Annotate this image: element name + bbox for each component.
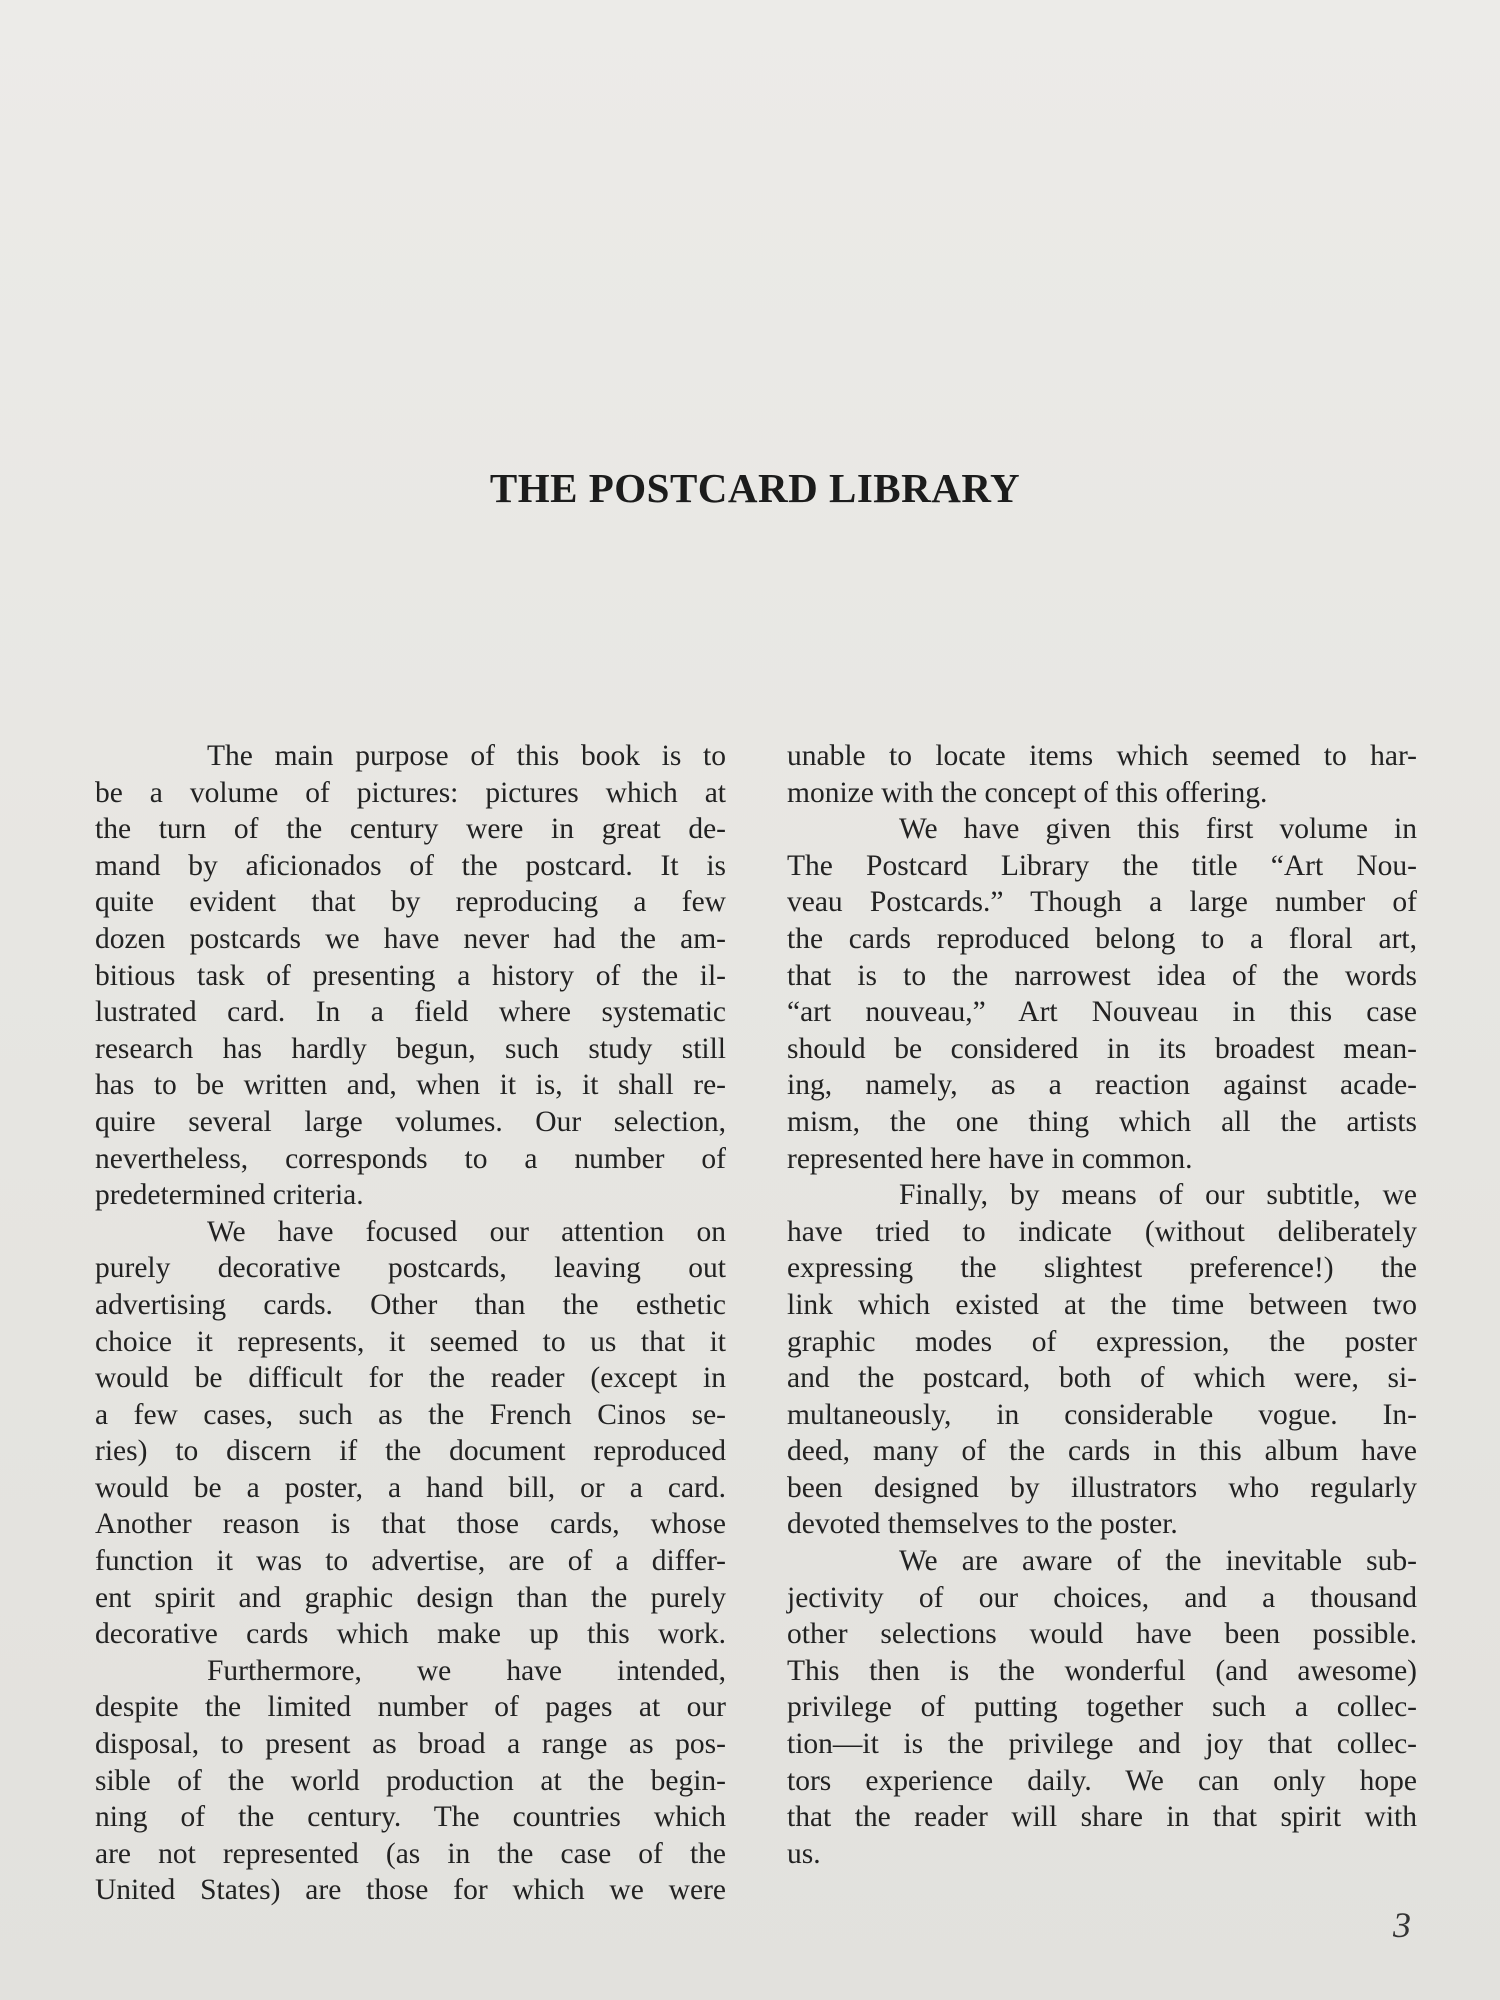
text-line: disposal, to present as broad a range as pos- — [95, 1728, 726, 1761]
text-line: veau Postcards.” Though a large number of — [787, 886, 1417, 919]
text-line: deed, many of the cards in this album have — [787, 1435, 1417, 1468]
text-line: The Postcard Library the title “Art Nou- — [787, 849, 1417, 882]
text-line: multaneously, in considerable vogue. In- — [787, 1398, 1417, 1431]
text-line: choice it represents, it seemed to us that it — [95, 1325, 726, 1358]
text-line: be a volume of pictures: pictures which at — [95, 776, 726, 809]
text-line: function it was to advertise, are of a differ- — [95, 1545, 726, 1578]
text-line: sible of the world production at the begin- — [95, 1764, 726, 1797]
text-line: Another reason is that those cards, whose — [95, 1508, 726, 1541]
text-line: despite the limited number of pages at our — [95, 1691, 726, 1724]
text-line: have tried to indicate (without deliberately — [787, 1215, 1417, 1248]
text-line: represented here have in common. — [787, 1142, 1193, 1175]
text-column-left — [95, 738, 726, 1909]
text-line: lustrated card. In a field where systematic — [95, 996, 726, 1029]
text-line: predetermined criteria. — [95, 1179, 364, 1212]
text-line: monize with the concept of this offering. — [787, 776, 1268, 809]
text-line: would be a poster, a hand bill, or a card. — [95, 1471, 726, 1504]
text-line: ning of the century. The countries which — [95, 1801, 726, 1834]
text-line: the turn of the century were in great de- — [95, 813, 726, 846]
text-line: link which existed at the time between two — [787, 1288, 1417, 1321]
text-line: We have focused our attention on — [207, 1215, 726, 1248]
text-line: United States) are those for which we were — [95, 1874, 726, 1907]
text-line: ing, namely, as a reaction against acade- — [787, 1069, 1417, 1102]
text-line: graphic modes of expression, the poster — [787, 1325, 1417, 1358]
text-line: tors experience daily. We can only hope — [787, 1764, 1417, 1797]
text-line: been designed by illustrators who regularly — [787, 1471, 1417, 1504]
text-line: We are aware of the inevitable sub- — [899, 1545, 1417, 1578]
text-line: research has hardly begun, such study still — [95, 1032, 726, 1065]
text-line: advertising cards. Other than the esthetic — [95, 1288, 726, 1321]
text-line: ent spirit and graphic design than the purely — [95, 1581, 726, 1614]
text-line: purely decorative postcards, leaving out — [95, 1252, 726, 1285]
text-line: a few cases, such as the French Cinos se- — [95, 1398, 726, 1431]
text-line: quite evident that by reproducing a few — [95, 886, 726, 919]
text-line: “art nouveau,” Art Nouveau in this case — [787, 996, 1417, 1029]
text-line: quire several large volumes. Our selection, — [95, 1105, 726, 1138]
text-line: We have given this first volume in — [899, 813, 1417, 846]
text-line: Furthermore, we have intended, — [207, 1654, 726, 1687]
text-line: This then is the wonderful (and awesome) — [787, 1654, 1417, 1687]
text-line: would be difficult for the reader (except in — [95, 1362, 726, 1395]
text-line: has to be written and, when it is, it shall re- — [95, 1069, 726, 1102]
text-line: privilege of putting together such a collec- — [787, 1691, 1417, 1724]
text-line: are not represented (as in the case of the — [95, 1837, 726, 1870]
text-line: The main purpose of this book is to — [207, 740, 726, 772]
text-line: ries) to discern if the document reproduced — [95, 1435, 726, 1468]
text-line: that the reader will share in that spirit with — [787, 1801, 1417, 1834]
text-column-right — [787, 738, 1417, 1872]
text-line: bitious task of presenting a history of the il- — [95, 959, 726, 992]
text-line: unable to locate items which seemed to har- — [787, 740, 1417, 772]
page-number: 3 — [1393, 1905, 1411, 1945]
text-line: dozen postcards we have never had the am- — [95, 922, 726, 955]
text-line: Finally, by means of our subtitle, we — [899, 1179, 1417, 1212]
text-line: jectivity of our choices, and a thousand — [787, 1581, 1417, 1614]
text-line: that is to the narrowest idea of the words — [787, 959, 1417, 992]
text-line: the cards reproduced belong to a floral art, — [787, 922, 1417, 955]
text-line: decorative cards which make up this work. — [95, 1618, 726, 1651]
text-line: mand by aficionados of the postcard. It is — [95, 849, 726, 882]
text-line: devoted themselves to the poster. — [787, 1508, 1178, 1541]
text-line: other selections would have been possible. — [787, 1618, 1417, 1651]
text-line: us. — [787, 1837, 821, 1870]
text-line: and the postcard, both of which were, si- — [787, 1362, 1417, 1395]
text-line: expressing the slightest preference!) the — [787, 1252, 1417, 1285]
text-line: tion—it is the privilege and joy that collec- — [787, 1728, 1417, 1761]
text-line: nevertheless, corresponds to a number of — [95, 1142, 726, 1175]
text-line: mism, the one thing which all the artists — [787, 1105, 1417, 1138]
page-title: THE POSTCARD LIBRARY — [489, 465, 1021, 511]
text-line: should be considered in its broadest mean- — [787, 1032, 1417, 1065]
